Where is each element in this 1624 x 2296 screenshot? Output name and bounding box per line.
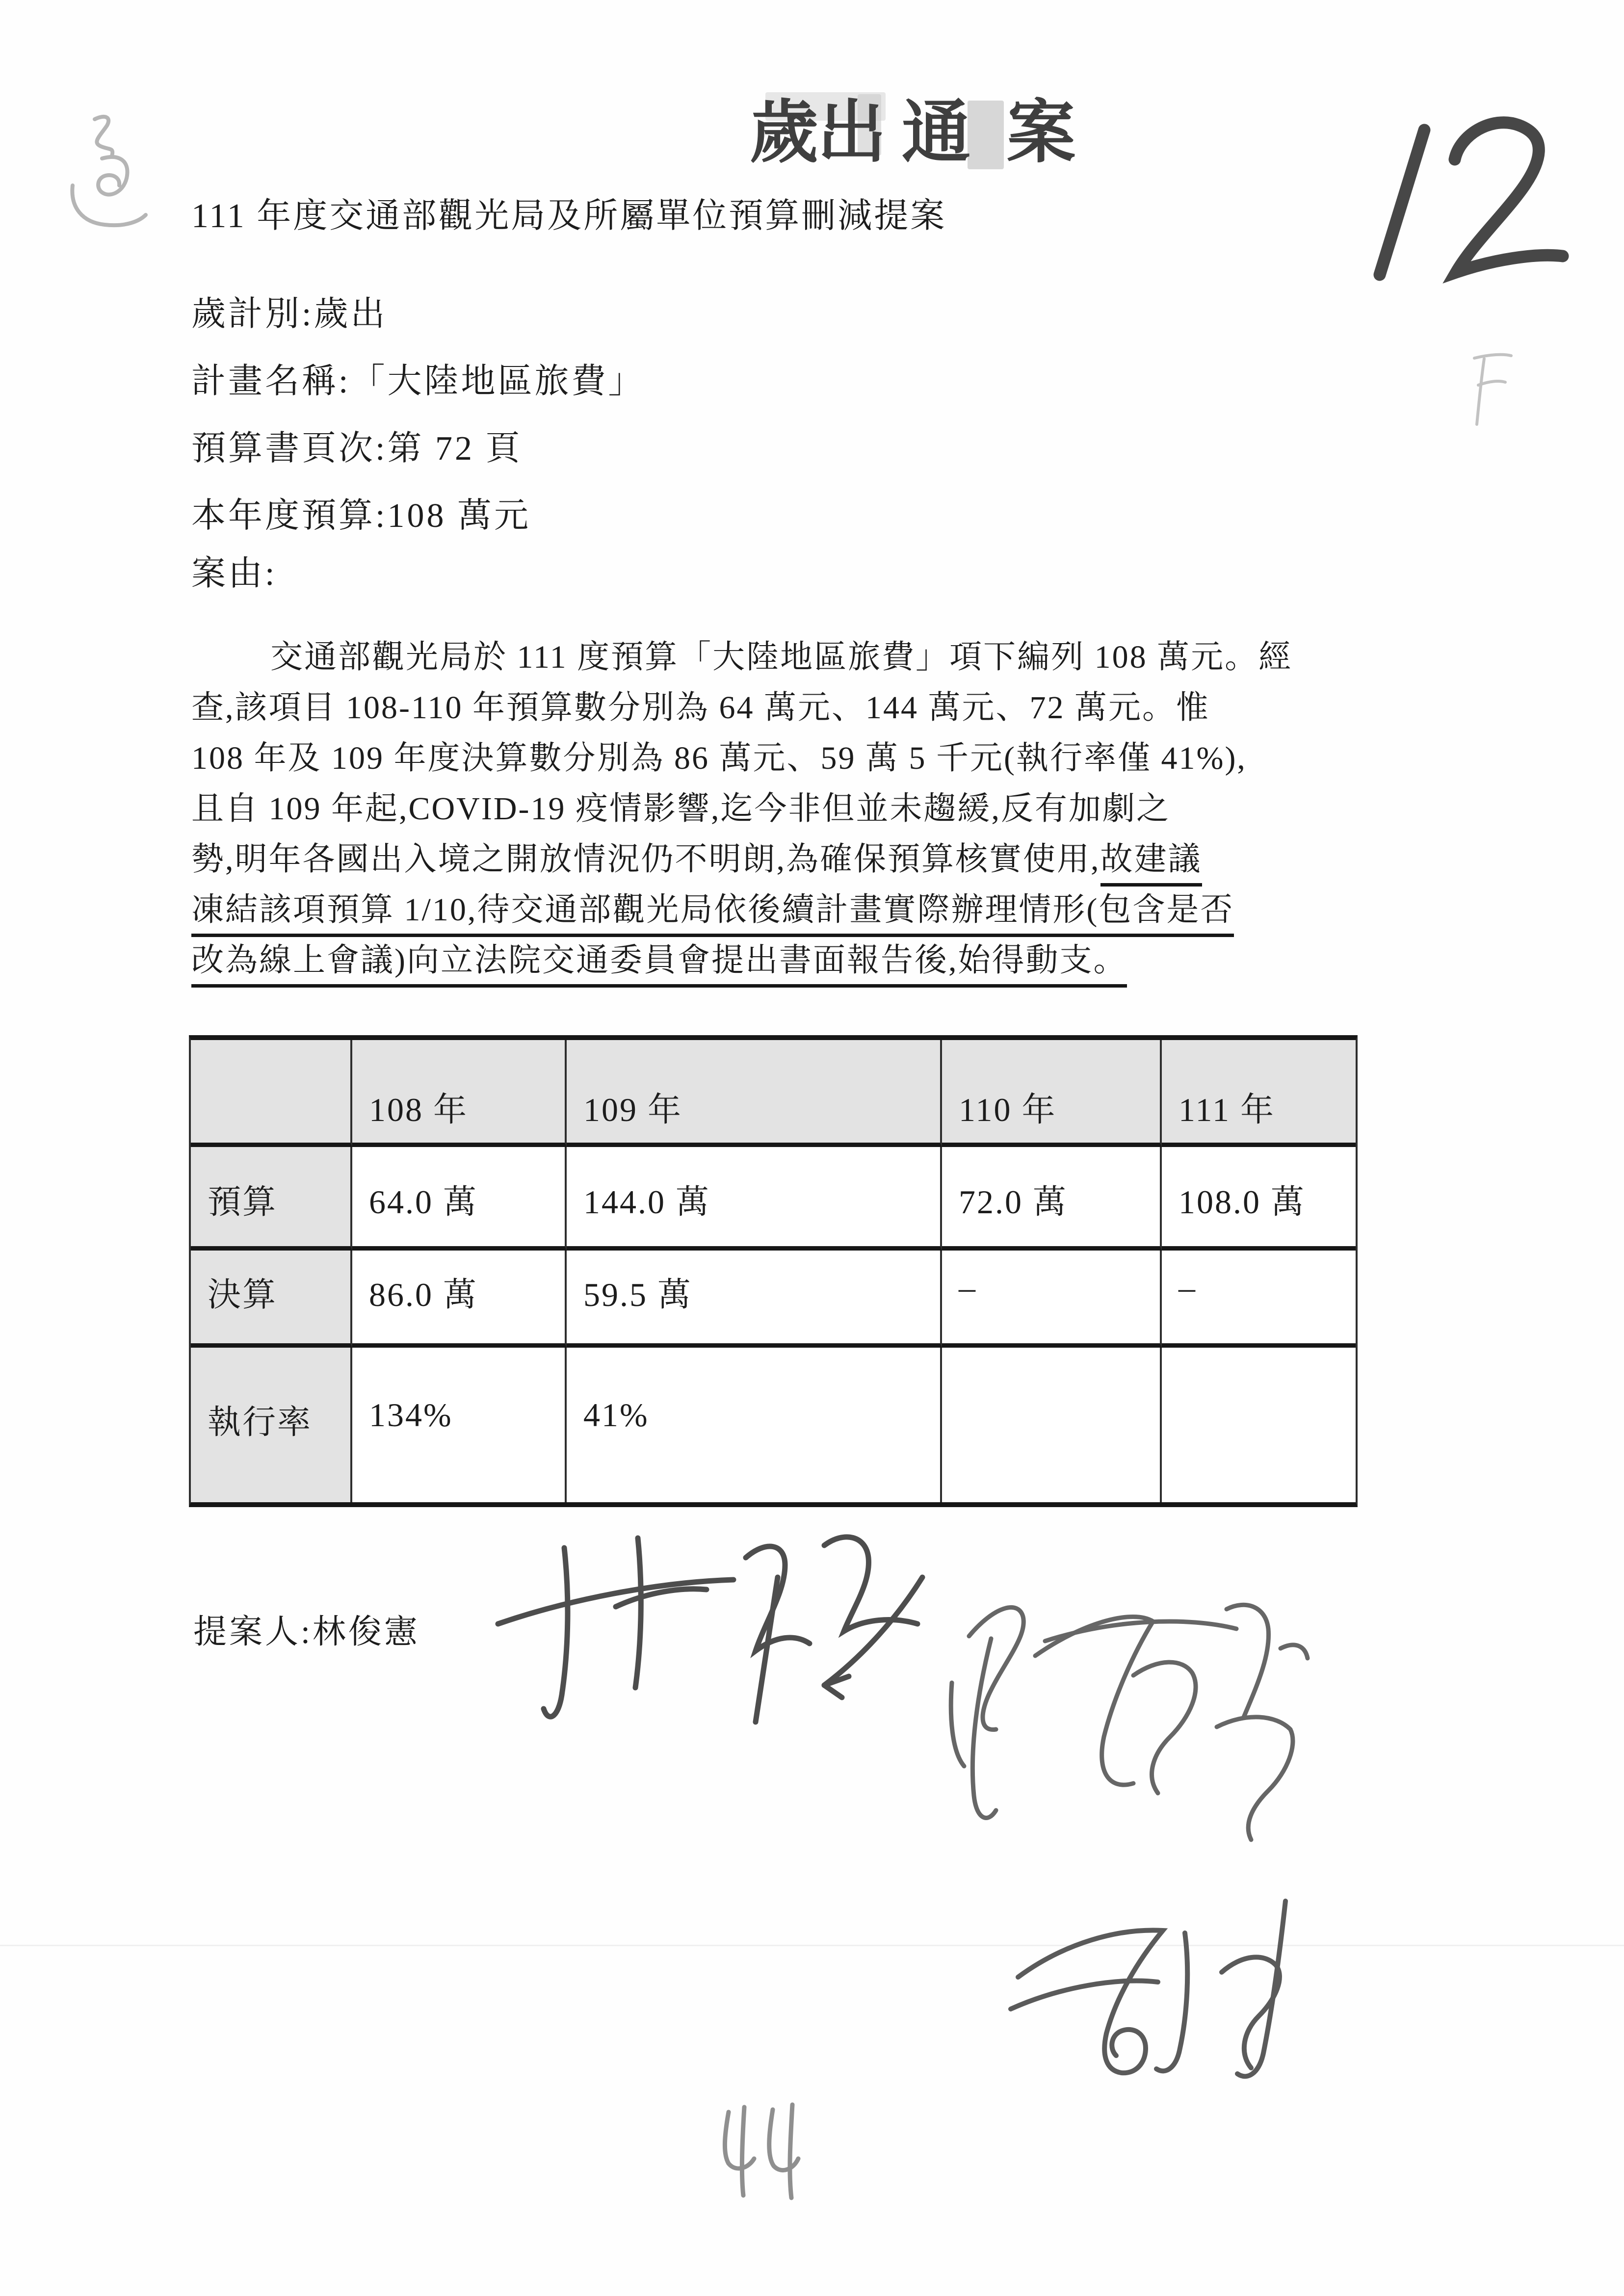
case-line [191, 682, 1487, 733]
case-line-underlined: 凍結該項預算 1/10,待交通部觀光局依後續計畫實際辦理情形(包含是否 [191, 892, 1234, 937]
case-line-text: 且自 109 年起,COVID-19 疫情影響,迄今非但並未趨緩,反有加劇之 [191, 791, 1170, 827]
meta-line-book-page: 預算書頁次:第 72 頁 [191, 430, 523, 468]
table-header-cell: 108 年 [352, 1040, 567, 1147]
proposer-label: 提案人:林俊憲 [193, 1613, 420, 1650]
table-cell [942, 1348, 1162, 1502]
handwritten-corner-number [1344, 83, 1570, 289]
case-line [191, 733, 1487, 783]
table-row-label: 執行率 [191, 1348, 352, 1502]
scan-artifact-line [0, 1945, 1624, 1946]
case-paragraph [191, 632, 1487, 986]
table-cell: 72.0 萬 [942, 1147, 1162, 1251]
budget-table [189, 1035, 1358, 1507]
pencil-mark-f [1462, 346, 1516, 429]
table-cell: 108.0 萬 [1162, 1147, 1356, 1251]
pencil-mark-tong [65, 112, 151, 237]
stamp-ink-patch [968, 101, 1004, 169]
table-header-cell: 111 年 [1162, 1040, 1356, 1147]
table-cell: 59.5 萬 [567, 1251, 942, 1348]
case-label: 案由: [191, 555, 277, 593]
case-line [191, 632, 1487, 682]
signature-2 [922, 1590, 1310, 1854]
stamp-char: 出 [817, 95, 887, 171]
meta-line-current-budget: 本年度預算:108 萬元 [191, 497, 531, 535]
document-title: 111 年度交通部觀光局及所屬單位預算刪減提案 [191, 197, 947, 235]
table-cell: – [1162, 1251, 1356, 1348]
meta-line-plan-name: 計畫名稱:「大陸地區旅費」 [191, 363, 645, 400]
meta-block [191, 281, 645, 549]
table-cell: 134% [352, 1348, 567, 1502]
table-row-label: 預算 [191, 1147, 352, 1251]
table-cell: – [942, 1251, 1162, 1348]
table-cell: 86.0 萬 [352, 1251, 567, 1348]
handwritten-page-number [714, 2100, 822, 2203]
stamp-char: 通 [902, 95, 971, 171]
table-cell: 144.0 萬 [567, 1147, 942, 1251]
case-line-text: 勢,明年各國出入境之開放情況仍不明朗,為確保預算核實使用, [191, 841, 1100, 877]
case-line-underlined: 故建議 [1100, 841, 1202, 887]
case-line [191, 935, 1487, 986]
case-line [191, 885, 1487, 935]
case-line-text: 108 年及 109 年度決算數分別為 86 萬元、59 萬 5 千元(執行率僅 41%), [191, 740, 1247, 776]
stamp-char: 案 [1007, 95, 1076, 171]
table-cell: 64.0 萬 [352, 1147, 567, 1251]
table-header-cell [191, 1040, 352, 1147]
case-line [191, 783, 1487, 834]
table-cell [1162, 1348, 1356, 1502]
table-cell: 41% [567, 1348, 942, 1502]
case-line-text: 交通部觀光局於 111 度預算「大陸地區旅費」項下編列 108 萬元。經 [270, 639, 1293, 675]
case-line [191, 834, 1487, 885]
table-header-cell: 109 年 [567, 1040, 942, 1147]
case-line-underlined: 改為線上會議)向立法院交通委員會提出書面報告後,始得動支。 [191, 942, 1127, 988]
table-header-cell: 110 年 [942, 1040, 1162, 1147]
meta-line-budget-type: 歲計別:歲出 [191, 295, 388, 333]
table-row-label: 決算 [191, 1251, 352, 1348]
case-line-text: 查,該項目 108-110 年預算數分別為 64 萬元、144 萬元、72 萬元。惟 [191, 690, 1210, 726]
signature-1 [491, 1518, 942, 1729]
stamp-char: 歲 [750, 95, 819, 171]
signature-3 [991, 1886, 1305, 2080]
